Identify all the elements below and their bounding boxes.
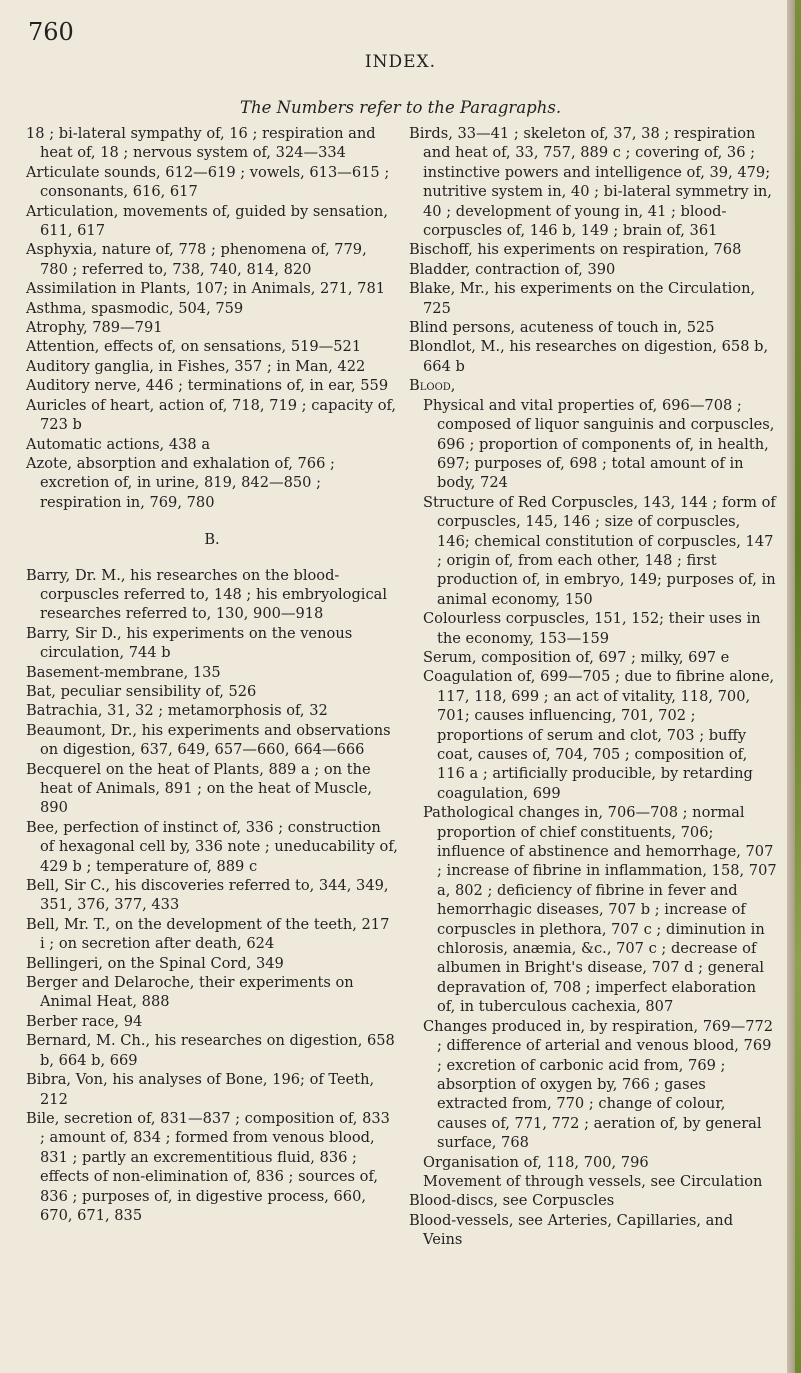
- index-entry: Bernard, M. Ch., his researches on digestion, 658 b, 664 b, 669: [26, 1032, 395, 1069]
- index-entry: Bellingeri, on the Spinal Cord, 349: [26, 954, 284, 972]
- index-entry: Blake, Mr., his experiments on the Circulation, 725: [409, 280, 756, 317]
- index-entry: Basement-membrane, 135: [26, 663, 221, 681]
- index-entry: Blood-discs, see Corpuscles: [409, 1192, 615, 1210]
- index-entry: Assimilation in Plants, 107; in Animals, 271, 781: [26, 280, 386, 298]
- index-subentry: Serum, composition of, 697 ; milky, 697 e: [423, 648, 730, 666]
- index-entry: Beaumont, Dr., his experiments and observations on digestion, 637, 649, 657—660, 664—666: [26, 721, 391, 759]
- index-entry: Bladder, contraction of, 390: [409, 260, 616, 278]
- index-entry: Auricles of heart, action of, 718, 719 ; capacity of, 723 b: [26, 396, 397, 434]
- index-entry: 18 ; bi-lateral sympathy of, 16 ; respiration and heat of, 18 ; nervous system of, 324—334: [26, 125, 376, 162]
- index-entry: Atrophy, 789—791: [26, 319, 163, 337]
- left-column: [26, 124, 398, 1225]
- index-entry: Auditory ganglia, in Fishes, 357 ; in Man, 422: [26, 357, 366, 375]
- index-entry: Azote, absorption and exhalation of, 766 ; excretion of, in urine, 819, 842—850 ; respiration in, 769, 780: [26, 454, 335, 511]
- index-entry: Barry, Dr. M., his researches on the blood-corpuscles referred to, 148 ; his embryological researches referred to, 130, 900—918: [26, 566, 387, 623]
- index-subentry: Organisation of, 118, 700, 796: [423, 1153, 649, 1171]
- section-letter-b: B.: [204, 531, 220, 549]
- index-entry: Bell, Mr. T., on the development of the teeth, 217 i ; on secretion after death, 624: [26, 915, 390, 953]
- right-column: [409, 124, 777, 1250]
- index-entry: Blood-vessels, see Arteries, Capillaries, and Veins: [409, 1211, 734, 1249]
- index-entry: Bell, Sir C., his discoveries referred to, 344, 349, 351, 376, 377, 433: [26, 877, 389, 914]
- running-head: INDEX.: [364, 52, 437, 72]
- index-heading-blood: Blood,: [409, 377, 456, 395]
- index-entry: Bat, peculiar sensibility of, 526: [26, 682, 257, 700]
- index-subentry: Physical and vital properties of, 696—708 ; composed of liquor sanguinis and corpuscles, 696 ; proportion of components of, in health, 697; purposes of, 698 ; total amount of in body, 724: [423, 396, 775, 492]
- index-subentry: Coagulation of, 699—705 ; due to fibrine alone, 117, 118, 699 ; an act of vitality, 118, 700, 701; causes influencing, 701, 702 ; proportions of serum and clot, 703 ; buffy coat, causes of, 704, 705 ; composition of, 116 a ; artificially producible, by retarding coagulation, 699: [423, 668, 775, 802]
- index-entry: Attention, effects of, on sensations, 519—521: [26, 338, 362, 356]
- page-number: 760: [28, 18, 74, 46]
- index-entry: Becquerel on the heat of Plants, 889 a ; on the heat of Animals, 891 ; on the heat of Muscle, 890: [26, 760, 373, 817]
- index-entry: Asthma, spasmodic, 504, 759: [26, 299, 244, 317]
- index-entry: Bibra, Von, his analyses of Bone, 196; of Teeth, 212: [26, 1071, 375, 1108]
- index-subentry: Colourless corpuscles, 151, 152; their uses in the economy, 153—159: [423, 610, 761, 647]
- index-entry: Barry, Sir D., his experiments on the venous circulation, 744 b: [26, 624, 353, 662]
- index-entry: Articulate sounds, 612—619 ; vowels, 613—615 ; consonants, 616, 617: [26, 163, 390, 201]
- index-entry: Bile, secretion of, 831—837 ; composition of, 833 ; amount of, 834 ; formed from venous blood, 831 ; partly an excrementitious fluid, 836 ; effects of non-elimination of, 836 ; sources of, 836 ; purposes of, in digestive process, 660, 670, 671, 835: [26, 1109, 390, 1224]
- index-entry: Birds, 33—41 ; skeleton of, 37, 38 ; respiration and heat of, 33, 757, 889 c ; covering of, 36 ; instinctive powers and intelligence of, 39, 479; nutritive system in, 40 ; bi-lateral symmetry in, 40 ; development of young in, 41 ; blood-corpuscles of, 146 b, 149 ; brain of, 361: [409, 125, 772, 240]
- index-entry: Auditory nerve, 446 ; terminations of, in ear, 559: [26, 377, 389, 395]
- index-entry: Blind persons, acuteness of touch in, 525: [409, 319, 715, 337]
- index-subentry: Structure of Red Corpuscles, 143, 144 ; form of corpuscles, 145, 146 ; size of corpuscles, 146; chemical constitution of corpuscles, 147 ; origin of, from each other, 148 ; first production of, in embryo, 149; purposes of, in animal economy, 150: [423, 493, 776, 608]
- index-subentry: Movement of through vessels, see Circulation: [423, 1172, 763, 1190]
- index-entry: Berber race, 94: [26, 1012, 143, 1030]
- index-subentry: Changes produced in, by respiration, 769—772 ; difference of arterial and venous blood, 769 ; excretion of carbonic acid from, 769 ; absorption of oxygen by, 766 ; gases extracted from, 770 ; change of colour, causes of, 771, 772 ; aeration of, by general surface, 768: [423, 1017, 774, 1152]
- index-entry: Bischoff, his experiments on respiration, 768: [409, 241, 742, 259]
- book-edge: [795, 0, 801, 1373]
- index-entry: Articulation, movements of, guided by sensation, 611, 617: [26, 202, 388, 240]
- subhead: The Numbers refer to the Paragraphs.: [239, 98, 562, 117]
- index-entry: Bee, perfection of instinct of, 336 ; construction of hexagonal cell by, 336 note ; uneducability of, 429 b ; temperature of, 889 c: [26, 818, 398, 875]
- index-entry: Asphyxia, nature of, 778 ; phenomena of, 779, 780 ; referred to, 738, 740, 814, 820: [26, 241, 367, 278]
- index-entry: Blondlot, M., his researches on digestion, 658 b, 664 b: [409, 338, 769, 375]
- index-entry: Batrachia, 31, 32 ; metamorphosis of, 32: [26, 702, 328, 720]
- index-subentry: Pathological changes in, 706—708 ; normal proportion of chief constituents, 706; influence of abstinence and hemorrhage, 707 ; increase of fibrine in inflammation, 158, 707 a, 802 ; deficiency of fibrine in fever and hemorrhagic diseases, 707 b ; increase of corpuscles in plethora, 707 c ; diminution in chlorosis, anæmia, &c., 707 c ; decrease of albumen in Bright's disease, 707 d ; general depravation of, 708 ; imperfect elaboration of, in tuberculous cachexia, 807: [423, 804, 777, 1016]
- index-entry: Berger and Delaroche, their experiments on Animal Heat, 888: [26, 974, 354, 1011]
- index-entry: Automatic actions, 438 a: [26, 435, 211, 453]
